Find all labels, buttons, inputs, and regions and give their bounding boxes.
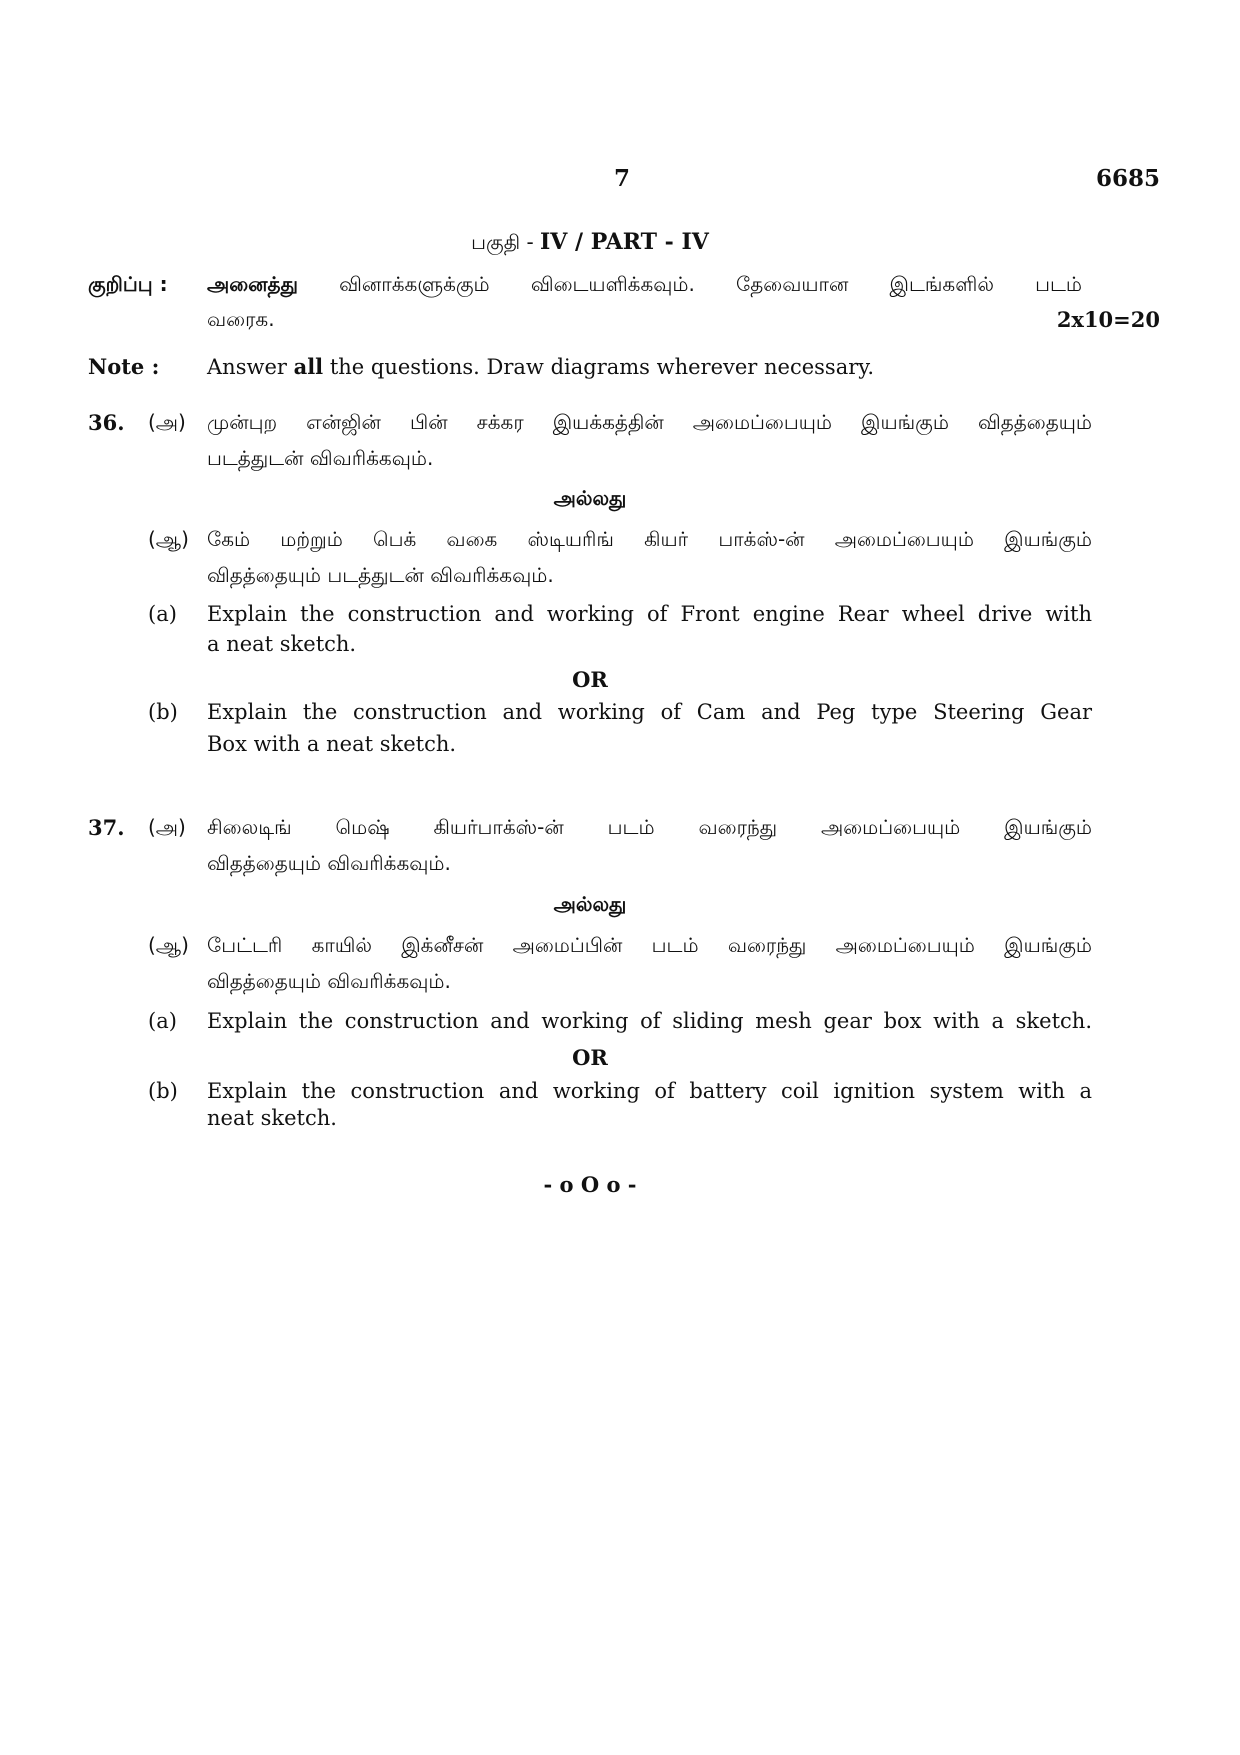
q36-b-english-line2: Box with a neat sketch. [207, 732, 457, 756]
q36-b-tamil-line2: விதத்தையும் படத்துடன் விவரிக்கவும். [207, 563, 554, 587]
note-english-bold: all [293, 354, 324, 379]
part-title-tamil: பகுதி - [471, 230, 541, 254]
q37-or-tamil: அல்லது [553, 892, 627, 916]
q37-a-english-line1: Explain the construction and working of sliding mesh gear box with a sketch. [207, 1009, 1092, 1033]
q37-b-english-line1: Explain the construction and working of battery coil ignition system with a [207, 1079, 1092, 1103]
q36-or-english: OR [572, 667, 608, 692]
page-number: 7 [614, 165, 631, 192]
marks-allocation: 2x10=20 [1056, 307, 1160, 332]
q37-b-english-line2: neat sketch. [207, 1106, 337, 1130]
q37-b-tamil-line2: விதத்தையும் விவரிக்கவும். [207, 969, 451, 993]
q36-a-tamil-label: (அ) [148, 410, 186, 434]
q37-a-tamil-label: (அ) [148, 815, 186, 839]
q36-b-english-label: (b) [148, 700, 178, 724]
part-title [0, 229, 1180, 257]
note-tamil-line1 [207, 272, 1082, 299]
q37-b-tamil-line1: பேட்டரி காயில் இக்னீசன் அமைப்பின் படம் வரைந்து அமைப்பையும் இயங்கும் [207, 933, 1092, 957]
q36-a-tamil-line2: படத்துடன் விவரிக்கவும். [207, 446, 434, 470]
q36-a-tamil-line1: முன்புற என்ஜின் பின் சக்கர இயக்கத்தின் அமைப்பையும் இயங்கும் விதத்தையும் [207, 410, 1092, 434]
note-english-post: the questions. Draw diagrams wherever necessary. [323, 355, 875, 379]
note-english-text [207, 354, 1092, 379]
question-37-number: 37. [88, 815, 125, 840]
q36-a-english-line2: a neat sketch. [207, 632, 357, 656]
note-tamil-label: குறிப்பு : [88, 272, 168, 296]
q37-a-tamil-line2: விதத்தையும் விவரிக்கவும். [207, 851, 451, 875]
q37-b-english-label: (b) [148, 1079, 178, 1103]
note-english-label: Note : [88, 354, 160, 379]
part-title-roman: IV / PART - IV [540, 229, 709, 255]
q36-b-tamil-line1: கேம் மற்றும் பெக் வகை ஸ்டியரிங் கியர் பாக்ஸ்-ன் அமைப்பையும் இயங்கும் [207, 527, 1092, 551]
q37-a-tamil-line1: சிலைடிங் மெஷ் கியர்பாக்ஸ்-ன் படம் வரைந்து அமைப்பையும் இயங்கும் [207, 815, 1092, 839]
q37-a-english-label: (a) [148, 1009, 177, 1033]
q36-a-english-line1: Explain the construction and working of Front engine Rear wheel drive with [207, 602, 1092, 626]
end-of-paper-mark: - o O o - [543, 1172, 637, 1197]
q36-b-tamil-label: (ஆ) [148, 527, 189, 551]
q36-or-tamil: அல்லது [553, 486, 627, 510]
q36-b-english-line1: Explain the construction and working of Cam and Peg type Steering Gear [207, 700, 1092, 724]
q36-a-english-label: (a) [148, 602, 177, 626]
note-english-pre: Answer [207, 355, 294, 379]
paper-code: 6685 [1095, 165, 1160, 192]
q37-b-tamil-label: (ஆ) [148, 933, 189, 957]
note-tamil-rest: வினாக்களுக்கும் விடையளிக்கவும். தேவையான இடங்களில் படம் [297, 272, 1082, 296]
note-tamil-line2: வரைக. [207, 307, 275, 331]
q37-or-english: OR [572, 1045, 608, 1070]
question-36-number: 36. [88, 410, 125, 435]
note-tamil-bold: அனைத்து [207, 272, 298, 296]
